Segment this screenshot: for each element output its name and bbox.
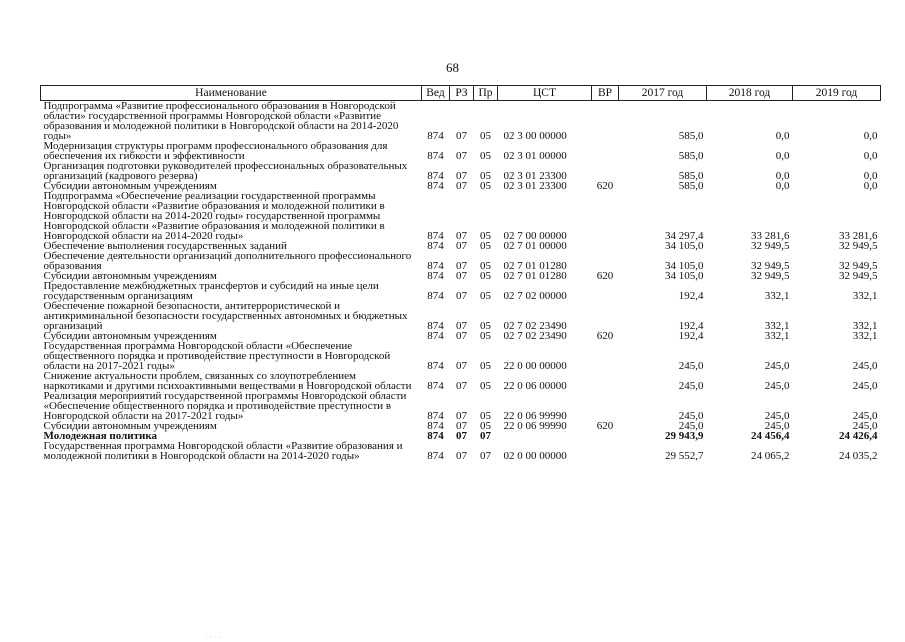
budget-table — [40, 85, 881, 461]
cell-rz: 07 — [456, 420, 467, 432]
header-rz: РЗ — [450, 86, 474, 101]
cell-2018: 32 949,5 — [751, 240, 790, 252]
cell-name: Субсидии автономным учреждениям — [43, 270, 217, 282]
table-row — [41, 391, 881, 421]
cell-rz: 07 — [456, 260, 467, 272]
cell-2018: 32 949,5 — [751, 270, 790, 282]
cell-2019: 0,0 — [863, 180, 878, 192]
cell-2017: 245,0 — [678, 420, 704, 432]
cell-vr — [592, 101, 619, 142]
cell-2018: 332,1 — [764, 320, 790, 332]
cell-vr: 620 — [596, 420, 614, 432]
cell-vr — [592, 161, 619, 181]
cell-rz: 07 — [456, 360, 467, 372]
cell-rz: 07 — [456, 270, 467, 282]
table-header-row — [41, 86, 881, 101]
cell-2017: 585,0 — [678, 170, 704, 182]
cell-name: Организация подготовки руководителей профессиональных образовательных организаций (кадрового резерва) — [43, 160, 408, 182]
cell-2017: 192,4 — [678, 320, 704, 332]
cell-2019: 332,1 — [852, 330, 878, 342]
cell-2018: 245,0 — [764, 420, 790, 432]
cell-pr: 05 — [480, 260, 491, 272]
table-row — [41, 371, 881, 391]
cell-2018: 24 065,2 — [751, 450, 790, 462]
table-row — [41, 161, 881, 181]
cell-2018: 24 456,4 — [751, 430, 790, 442]
cell-rz: 07 — [456, 330, 467, 342]
header-2017: 2017 год — [619, 86, 707, 101]
cell-2017: 34 105,0 — [665, 270, 704, 282]
cell-pr: 05 — [480, 320, 491, 332]
header-2019: 2019 год — [793, 86, 881, 101]
cell-2017: 585,0 — [678, 130, 704, 142]
cell-rz: 07 — [456, 450, 467, 462]
table-row — [41, 301, 881, 331]
cell-pr: 05 — [480, 180, 491, 192]
cell-2019: 245,0 — [852, 360, 878, 372]
cell-cst: 02 0 00 00000 — [503, 450, 567, 462]
cell-cst: 02 7 01 01280 — [503, 260, 567, 272]
cell-2017: 245,0 — [678, 410, 704, 422]
cell-ved: 874 — [427, 290, 444, 302]
header-pr: Пр — [474, 86, 498, 101]
cell-ved: 874 — [427, 150, 444, 162]
cell-2017: 245,0 — [678, 380, 704, 392]
cell-vr — [592, 441, 619, 461]
cell-2019: 332,1 — [852, 320, 878, 332]
cell-vr — [592, 141, 619, 161]
cell-cst: 02 7 02 23490 — [503, 320, 567, 332]
cell-name: Реализация мероприятий государственной программы Новгородской области «Обеспечение общественного порядка и противодействие преступности в Новгородской области на 2017-2021 годы» — [43, 390, 407, 422]
cell-name: Подпрограмма «Развитие профессионального образования в Новгородской области» государственной программы Новгородской области «Развитие образования и молодежной политики в Новгородской области на 2014-2020 годы» — [43, 100, 399, 142]
cell-2018: 32 949,5 — [751, 260, 790, 272]
cell-pr: 05 — [480, 270, 491, 282]
cell-name: Снижение актуальности проблем, связанных со злоупотреблением наркотиками и другими психоактивными веществами в Новгородской области — [43, 370, 412, 392]
cell-name: Обеспечение пожарной безопасности, антитеррористической и антикриминальной безопасности государственных автономных и бюджетных организаций — [43, 300, 408, 332]
cell-2018: 245,0 — [764, 410, 790, 422]
cell-2018: 0,0 — [775, 170, 790, 182]
cell-vr — [592, 301, 619, 331]
cell-2018: 0,0 — [775, 150, 790, 162]
cell-2017: 192,4 — [678, 290, 704, 302]
cell-ved: 874 — [427, 360, 444, 372]
cell-2017: 34 297,4 — [665, 230, 704, 242]
cell-2018: 0,0 — [775, 130, 790, 142]
cell-rz: 07 — [456, 130, 467, 142]
header-ved: Вед — [422, 86, 450, 101]
cell-pr: 07 — [480, 430, 491, 442]
cell-vr — [592, 191, 619, 241]
cell-pr: 05 — [480, 330, 491, 342]
cell-cst: 02 7 00 00000 — [503, 230, 567, 242]
cell-vr — [592, 241, 619, 251]
cell-2019: 0,0 — [863, 150, 878, 162]
cell-2018: 332,1 — [764, 330, 790, 342]
cell-vr — [592, 281, 619, 301]
cell-2018: 332,1 — [764, 290, 790, 302]
cell-cst: 02 7 02 00000 — [503, 290, 567, 302]
cell-cst — [498, 431, 592, 441]
header-name: Наименование — [41, 86, 422, 101]
cell-2019: 32 949,5 — [839, 270, 878, 282]
cell-ved: 874 — [427, 130, 444, 142]
cell-pr: 05 — [480, 130, 491, 142]
cell-ved: 874 — [427, 260, 444, 272]
cell-name: Государственная программа Новгородской области «Развитие образования и молодежной политики в Новгородской области на 2014-2020 годы» — [43, 440, 403, 462]
cell-2019: 332,1 — [852, 290, 878, 302]
cell-rz: 07 — [456, 320, 467, 332]
cell-vr: 620 — [596, 180, 614, 192]
cell-pr: 05 — [480, 380, 491, 392]
cell-ved: 874 — [427, 270, 444, 282]
cell-2019: 24 035,2 — [839, 450, 878, 462]
cell-pr: 05 — [480, 290, 491, 302]
cell-cst: 02 3 01 23300 — [503, 180, 567, 192]
cell-name: Государственная программа Новгородской области «Обеспечение общественного порядка и противодействие преступности в Новгородской области на 2017-2021 годы» — [43, 340, 391, 372]
cell-cst: 22 0 06 00000 — [503, 380, 567, 392]
cell-rz: 07 — [456, 240, 467, 252]
cell-pr: 05 — [480, 410, 491, 422]
cell-2019: 0,0 — [863, 170, 878, 182]
cell-pr: 05 — [480, 170, 491, 182]
cell-cst: 02 3 01 23300 — [503, 170, 567, 182]
cell-ved: 874 — [427, 180, 444, 192]
cell-ved: 874 — [427, 380, 444, 392]
cell-2017: 29 943,9 — [665, 430, 704, 442]
cell-2019: 0,0 — [863, 130, 878, 142]
cell-2019: 24 426,4 — [839, 430, 878, 442]
cell-name: Обеспечение деятельности организаций дополнительного профессионального образования — [43, 250, 412, 272]
cell-cst: 02 3 00 00000 — [503, 130, 567, 142]
cell-pr: 05 — [480, 420, 491, 432]
cell-pr: 05 — [480, 150, 491, 162]
cell-vr: 620 — [596, 330, 614, 342]
cell-2017: 192,4 — [678, 330, 704, 342]
cell-ved: 874 — [427, 430, 444, 442]
cell-ved: 874 — [427, 320, 444, 332]
cell-cst: 22 0 06 99990 — [503, 410, 567, 422]
cell-2018: 33 281,6 — [751, 230, 790, 242]
table-row — [41, 441, 881, 461]
cell-pr: 07 — [480, 450, 491, 462]
cell-vr — [592, 391, 619, 421]
cell-rz: 07 — [456, 230, 467, 242]
cell-pr: 05 — [480, 240, 491, 252]
cell-ved: 874 — [427, 410, 444, 422]
cell-2018: 0,0 — [775, 180, 790, 192]
cell-rz: 07 — [456, 170, 467, 182]
cell-2019: 33 281,6 — [839, 230, 878, 242]
cell-rz: 07 — [456, 150, 467, 162]
table-row — [41, 101, 881, 142]
cell-2019: 245,0 — [852, 410, 878, 422]
cell-2019: 245,0 — [852, 380, 878, 392]
cell-2017: 34 105,0 — [665, 260, 704, 272]
cell-cst: 22 0 06 99990 — [503, 420, 567, 432]
cell-name: Субсидии автономным учреждениям — [43, 330, 217, 342]
cell-name: Молодежная политика — [43, 430, 158, 442]
cell-ved: 874 — [427, 170, 444, 182]
cell-2017: 585,0 — [678, 150, 704, 162]
cell-vr — [592, 251, 619, 271]
cell-name: Подпрограмма «Обеспечение реализации государственной программы Новгородской области «Развитие образования и молодежной политики в Новгородской области на 2014-2020 годы» государственной программы Новгородской области «Развитие образования и молодежной политики в Новгородской области на 2014-2020 годы» — [43, 190, 385, 242]
cell-2019: 32 949,5 — [839, 260, 878, 272]
cell-cst: 02 7 01 00000 — [503, 240, 567, 252]
cell-vr — [592, 371, 619, 391]
table-row — [41, 341, 881, 371]
cell-2019: 245,0 — [852, 420, 878, 432]
cell-pr: 05 — [480, 360, 491, 372]
cell-rz: 07 — [456, 180, 467, 192]
cell-name: Субсидии автономным учреждениям — [43, 420, 217, 432]
cell-cst: 02 3 01 00000 — [503, 150, 567, 162]
cell-rz: 07 — [456, 410, 467, 422]
cell-rz: 07 — [456, 290, 467, 302]
cell-2018: 245,0 — [764, 360, 790, 372]
cell-cst: 02 7 01 01280 — [503, 270, 567, 282]
cell-rz: 07 — [456, 430, 467, 442]
cell-2017: 585,0 — [678, 180, 704, 192]
cell-ved: 874 — [427, 240, 444, 252]
table-row — [41, 281, 881, 301]
header-vr: ВР — [592, 86, 619, 101]
cell-cst: 02 7 02 23490 — [503, 330, 567, 342]
header-cst: ЦСТ — [498, 86, 592, 101]
cell-ved: 874 — [427, 450, 444, 462]
cell-vr: 620 — [596, 270, 614, 282]
cell-2018: 245,0 — [764, 380, 790, 392]
cell-2017: 245,0 — [678, 360, 704, 372]
header-2018: 2018 год — [707, 86, 793, 101]
cell-ved: 874 — [427, 230, 444, 242]
table-row — [41, 251, 881, 271]
cell-name: Модернизация структуры программ профессионального образования для обеспечения их гибкости и эффективности — [43, 140, 388, 162]
scan-artifact: · · · · — [205, 633, 222, 642]
cell-vr — [592, 341, 619, 371]
cell-pr: 05 — [480, 230, 491, 242]
cell-name: Предоставление межбюджетных трансфертов и субсидий на иные цели государственным организациям — [43, 280, 379, 302]
table-row — [41, 141, 881, 161]
cell-ved: 874 — [427, 330, 444, 342]
table-row — [41, 191, 881, 241]
page-number: 68 — [446, 60, 459, 75]
cell-2019: 32 949,5 — [839, 240, 878, 252]
cell-vr — [592, 431, 619, 441]
cell-2017: 29 552,7 — [665, 450, 704, 462]
cell-cst: 22 0 00 00000 — [503, 360, 567, 372]
cell-2017: 34 105,0 — [665, 240, 704, 252]
cell-name: Субсидии автономным учреждениям — [43, 180, 217, 192]
cell-ved: 874 — [427, 420, 444, 432]
cell-rz: 07 — [456, 380, 467, 392]
cell-name: Обеспечение выполнения государственных заданий — [43, 240, 287, 252]
